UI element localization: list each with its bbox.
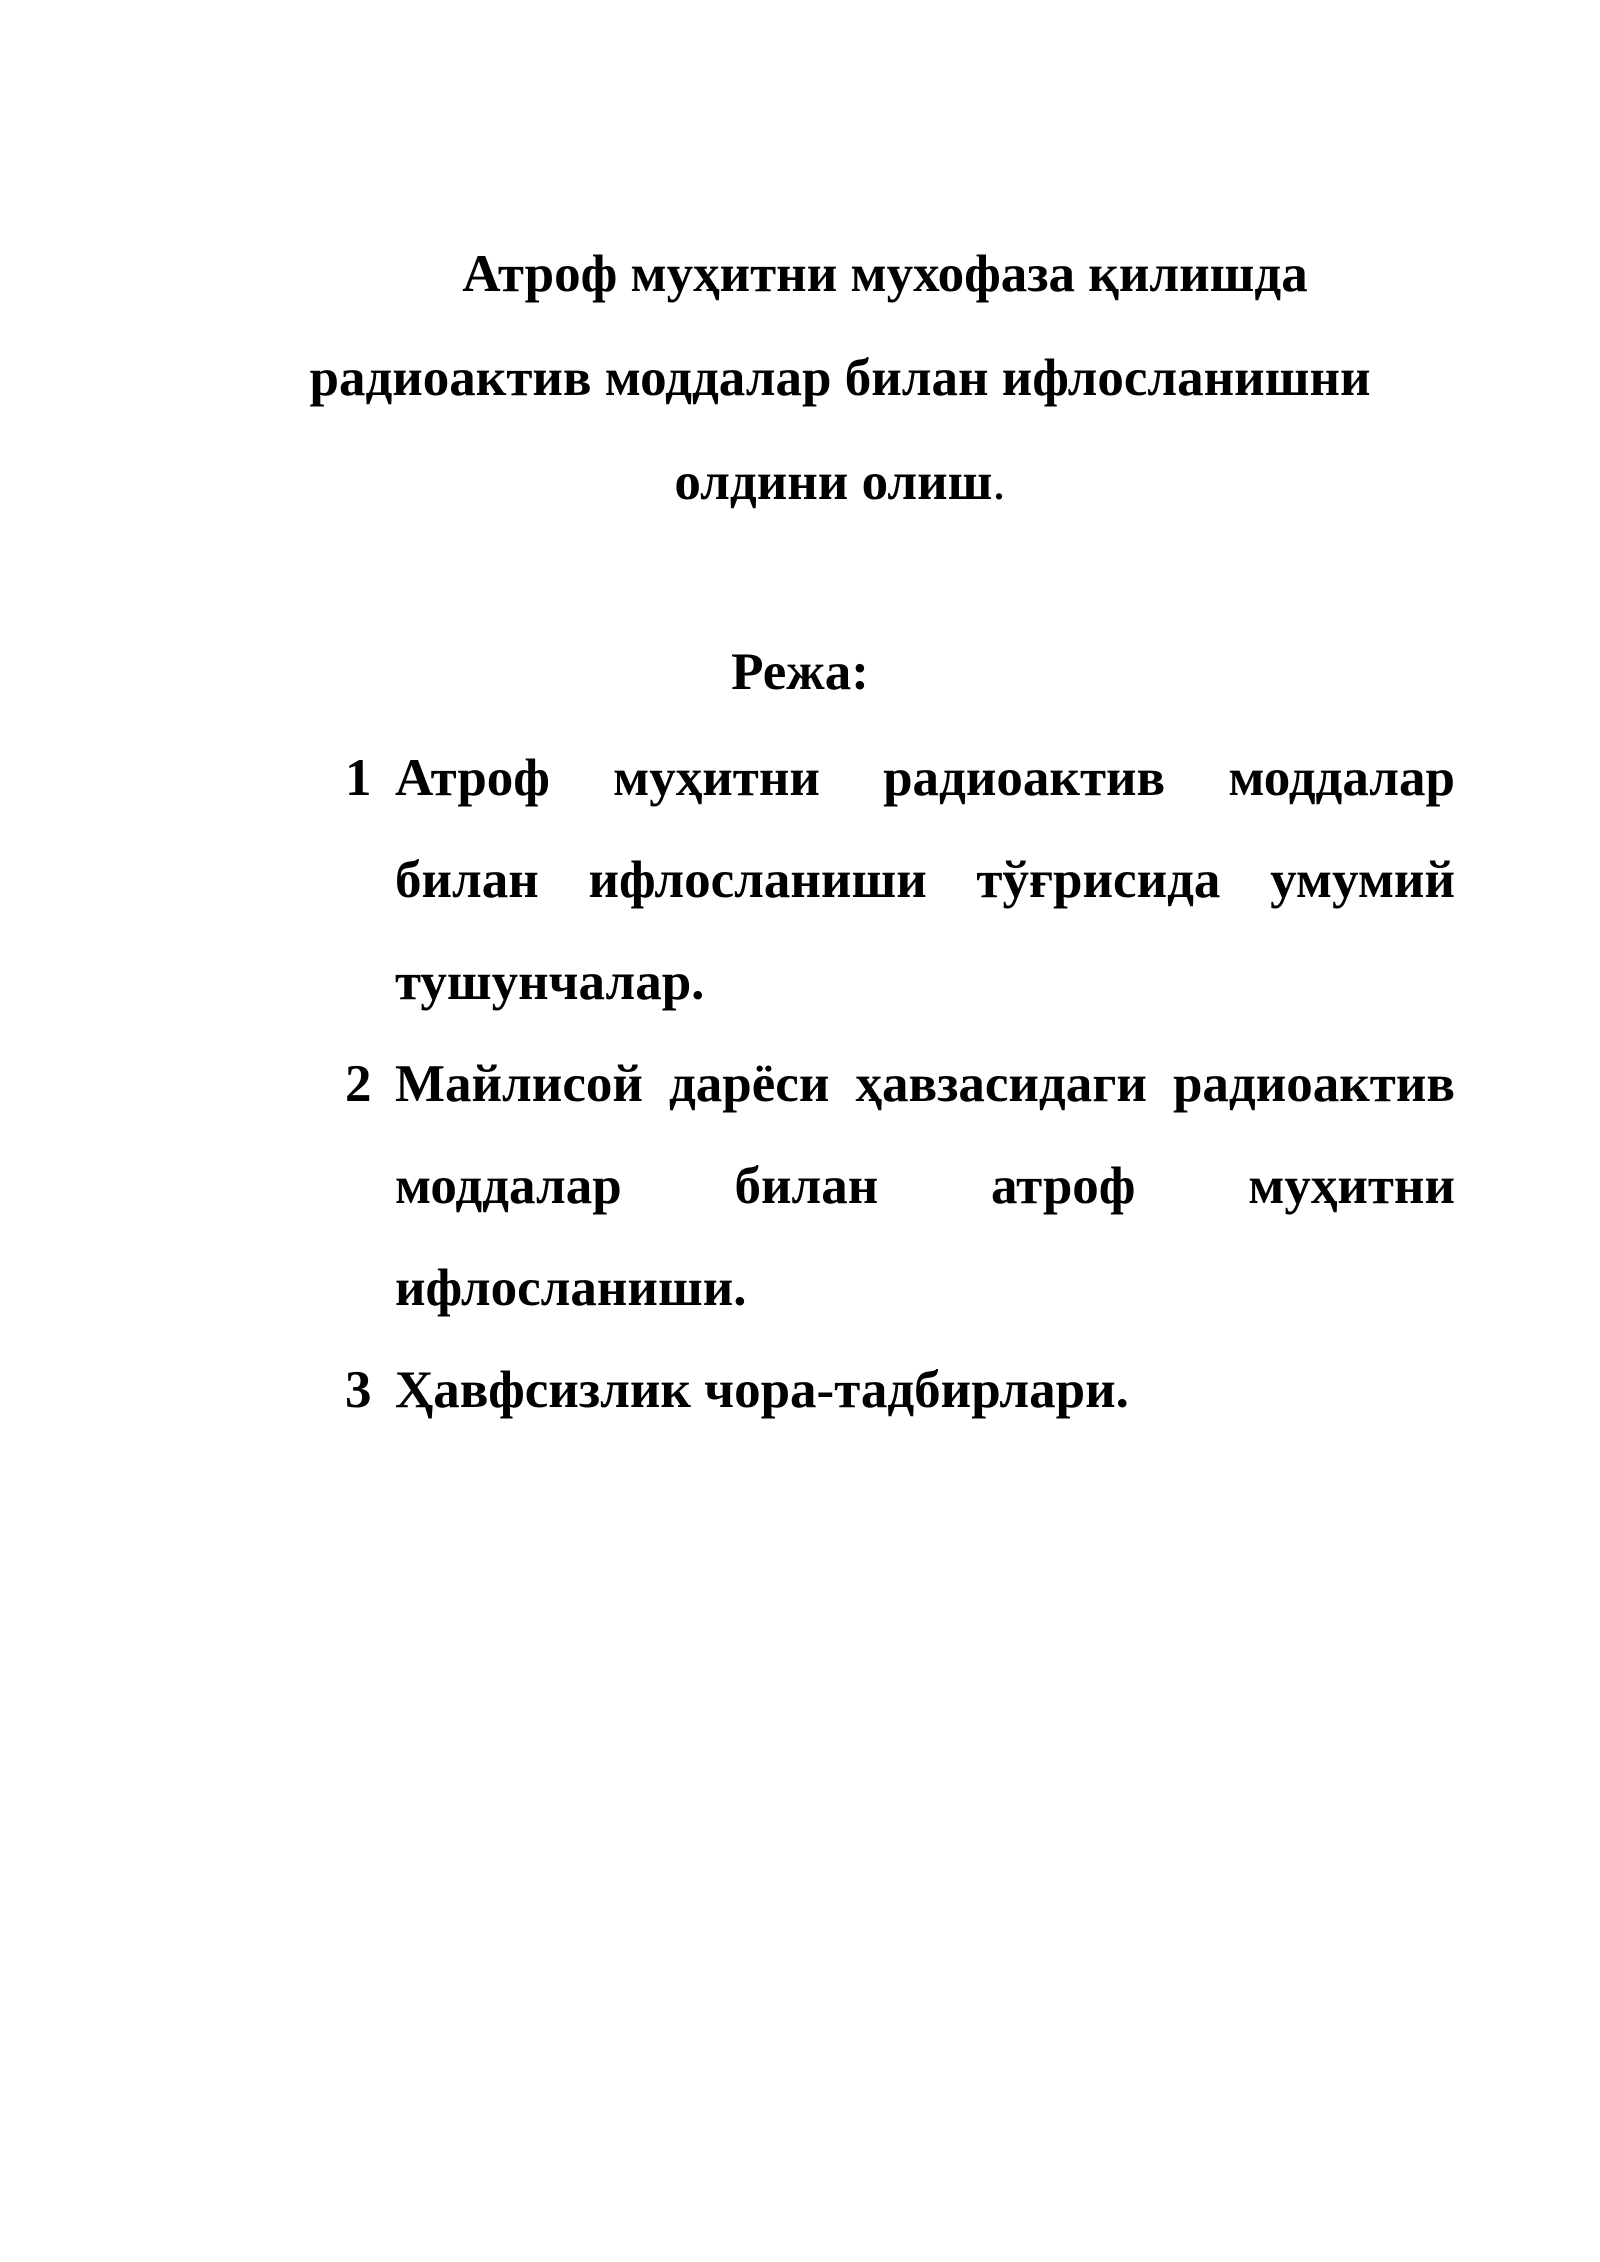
title-period: . (992, 453, 1006, 511)
plan-heading (0, 632, 1600, 712)
plan-item-text: Атроф муҳитни радиоактив моддалар билан ифлосланиши тўғрисида умумий тушунчалар. (395, 749, 1455, 1011)
plan-item-number: 3 (345, 1361, 372, 1419)
plan-list (345, 727, 1455, 1441)
title-line-1: Атроф муҳитни мухофаза қилишда (462, 245, 1308, 303)
plan-item-number: 1 (345, 749, 372, 807)
title-line-3 (230, 430, 1450, 534)
plan-item (345, 1339, 1455, 1441)
document-title (230, 222, 1450, 534)
plan-item-text: Ҳавфсизлик чора-тадбирлари. (395, 1361, 1129, 1419)
title-line-3-text: олдини олиш (674, 453, 993, 511)
plan-item-text: Майлисой дарёси ҳавзасидаги радиоактив моддалар билан атроф муҳитни ифлосланиши. (395, 1055, 1455, 1317)
plan-item (345, 1033, 1455, 1339)
plan-heading-text: Режа: (731, 643, 869, 701)
plan-item-number: 2 (345, 1055, 372, 1113)
plan-item (345, 727, 1455, 1033)
title-line-2: радиоактив моддалар билан ифлосланишни (309, 349, 1371, 407)
